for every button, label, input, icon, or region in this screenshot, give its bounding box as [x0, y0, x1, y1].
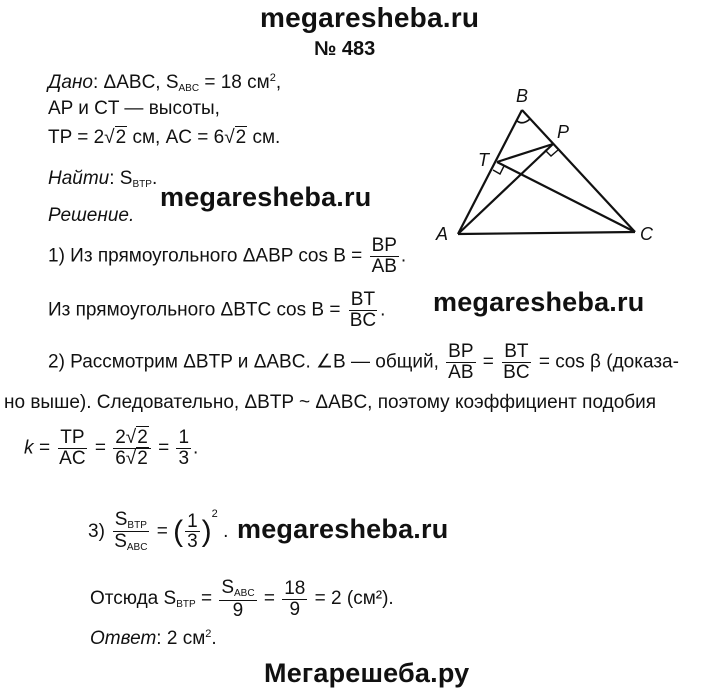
frac-num [219, 578, 256, 601]
result-sub: BTP [176, 599, 196, 611]
find-label: Найти [48, 168, 110, 189]
fraction-roots [113, 428, 151, 469]
find-sub: BTP [132, 179, 152, 190]
ac-text: см, AC = 6 [127, 127, 225, 148]
equals: = [477, 351, 500, 373]
step1-text-2: Из прямоугольного ΔBTC cos B = [48, 299, 346, 321]
step2-line-1 [48, 342, 679, 383]
given-end: , [275, 72, 282, 93]
given-line-2: AP и CT — высоты, [48, 98, 220, 119]
triangle-diagram [430, 80, 670, 250]
coef: 2 [115, 427, 126, 448]
label-c: C [640, 224, 653, 244]
footer-watermark: Мегарешеба.ру [264, 658, 470, 688]
fraction-tp-ac [57, 428, 87, 469]
step3-label: 3) [88, 521, 111, 542]
k-line: k = $\frac{TP}{AC}$ = $\frac{2√2}{6√2}$ = $\frac{1}{3}$ . [24, 427, 199, 469]
s-sub: ABC [126, 542, 148, 554]
sqrt-1: √2 [104, 127, 127, 148]
s-letter: S [114, 508, 128, 530]
fraction-one-third-3 [185, 512, 200, 553]
fraction-area-ratio [112, 510, 149, 554]
frac-den: 9 [232, 599, 244, 621]
s-sub: BTP [127, 519, 147, 531]
result-line: Отсюда $S_{BTP}$ = $\frac{S_{ABC}}{9}$ = $\frac{18}{9}$ = 2 (см²). [90, 577, 394, 621]
frac-num [113, 510, 149, 533]
step1-line-1 [48, 236, 406, 277]
s-sub: ABC [234, 588, 255, 599]
solution-label: Решение. [48, 205, 135, 226]
answer-line [90, 628, 217, 650]
equals: = [151, 521, 174, 542]
fraction-one-third [176, 428, 191, 469]
given-line-1 [48, 72, 281, 94]
sqrt-1-radicand: 2 [115, 127, 127, 148]
fraction-bp-ab [370, 236, 399, 277]
given-sub: ABC [178, 83, 200, 94]
fraction-18-9 [282, 579, 307, 620]
frac-den [112, 532, 149, 554]
problem-number: № 483 [314, 38, 376, 60]
find-text: : S [109, 168, 133, 189]
sqrt-2: √2 [224, 127, 247, 148]
coef: 6 [115, 447, 126, 469]
altitude-ap [458, 144, 553, 234]
answer-end: . [211, 628, 217, 649]
step1-line-2 [48, 290, 385, 331]
given-line-3 [48, 127, 280, 149]
fraction-sabc-9 [219, 578, 256, 620]
given-text: : ΔABC, S [92, 72, 179, 93]
left-paren: ( [173, 514, 184, 548]
step3-end: . [217, 521, 229, 542]
sqrt: √2 [125, 447, 148, 469]
side-ac [458, 232, 635, 234]
given-area: = 18 см [199, 72, 270, 93]
answer-label: Ответ [90, 628, 157, 649]
frac-num: TP [60, 427, 85, 448]
radicand: 2 [137, 427, 148, 448]
label-b: B [516, 86, 529, 106]
fraction-bp-ab-2 [446, 342, 475, 383]
side-bc [522, 110, 635, 232]
frac-den: AB [448, 361, 474, 383]
frac-den: 9 [289, 598, 301, 620]
k-text: k = [24, 437, 56, 459]
answer-text: : 2 см [156, 628, 206, 649]
fraction-bt-bc-2 [501, 342, 531, 383]
power: 2 [211, 508, 218, 520]
frac-den: BC [349, 309, 377, 331]
step1-end-2: . [380, 299, 386, 321]
label-p: P [557, 122, 570, 142]
sqrt: √2 [125, 427, 148, 448]
fraction-bt-bc [348, 290, 378, 331]
sqrt-2-radicand: 2 [235, 127, 247, 148]
watermark-1: megaresheba.ru [160, 182, 372, 212]
find-end: . [151, 168, 158, 189]
frac-den: AC [59, 447, 86, 469]
step2-text-a: 2) Рассмотрим ΔBTP и ΔABC. ∠B — общий, [48, 351, 445, 373]
result-text-a: Отсюда S [90, 588, 177, 610]
frac-num: BT [350, 289, 376, 310]
given-line-3-end: см. [247, 127, 281, 148]
frac-num [113, 428, 151, 449]
find-line [48, 168, 157, 190]
step2-text-b: = cos β (доказа- [533, 351, 679, 373]
result-text-b: = 2 (см²). [309, 588, 394, 610]
step1-text-1: 1) Из прямоугольного ΔABP cos B = [48, 245, 368, 267]
site-header: megaresheba.ru [260, 2, 480, 33]
right-angle-t [493, 166, 504, 174]
right-paren: ) [201, 514, 212, 548]
frac-den [113, 449, 151, 469]
answer-sup: 2 [205, 628, 212, 640]
frac-den: BC [503, 361, 530, 383]
frac-den: AB [371, 255, 397, 277]
frac-num: 1 [187, 510, 198, 532]
frac-num: 1 [178, 427, 190, 448]
step2-line-2: но выше). Следовательно, ΔBTP ~ ΔABC, поэтому коэффициент подобия [4, 392, 657, 413]
frac-den: 3 [187, 531, 198, 553]
side-ab [458, 110, 522, 234]
radicand: 2 [137, 447, 148, 469]
frac-num: BT [504, 341, 529, 362]
frac-num: BP [448, 341, 474, 362]
equals: = [195, 588, 218, 610]
step1-end-1: . [400, 245, 407, 267]
tp-text: TP = 2 [48, 127, 105, 148]
given-label: Дано [48, 72, 93, 93]
frac-num: 18 [284, 577, 306, 599]
label-a: A [436, 224, 449, 244]
step3-line [88, 508, 228, 554]
s-letter: S [221, 577, 235, 598]
given-sup: 2 [269, 72, 276, 84]
watermark-3: megaresheba.ru [237, 514, 449, 544]
frac-den: 3 [178, 447, 190, 469]
watermark-2: megaresheba.ru [433, 287, 645, 317]
frac-num: BP [371, 235, 397, 256]
altitude-ct [497, 162, 635, 232]
s-letter: S [114, 531, 127, 553]
k-end: . [193, 437, 199, 459]
label-t: T [478, 150, 489, 170]
